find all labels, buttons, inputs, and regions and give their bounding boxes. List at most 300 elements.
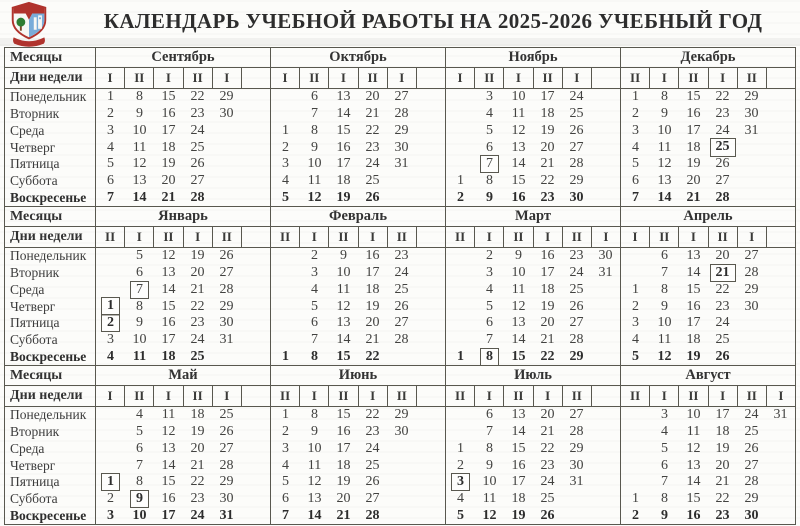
day-label: Воскресенье xyxy=(5,507,96,524)
month-name: Февраль xyxy=(271,207,446,226)
date-cell xyxy=(533,315,562,332)
months-label: Месяцы xyxy=(5,48,96,67)
dates-block xyxy=(271,89,446,106)
date-value: 4 xyxy=(632,331,639,347)
date-cell xyxy=(300,248,329,265)
date-cell xyxy=(154,189,183,206)
date-cell xyxy=(96,139,125,156)
date-value: 18 xyxy=(511,490,526,506)
date-cell xyxy=(387,156,416,173)
months-header-row xyxy=(5,207,795,227)
date-value: 17 xyxy=(540,89,555,105)
date-cell xyxy=(329,106,358,123)
date-value: 19 xyxy=(190,248,205,264)
date-cell xyxy=(271,189,300,206)
date-cell xyxy=(416,298,445,315)
date-cell xyxy=(300,139,329,156)
date-value: 29 xyxy=(219,298,234,314)
date-value: 31 xyxy=(598,265,613,281)
date-cell xyxy=(271,491,300,508)
week-parity-cell: II xyxy=(329,227,358,247)
date-cell xyxy=(212,265,241,282)
date-cell xyxy=(300,106,329,123)
week-parity-cell: I xyxy=(96,386,125,406)
date-cell xyxy=(387,189,416,206)
date-cell xyxy=(591,265,620,282)
date-cell xyxy=(387,491,416,508)
date-cell xyxy=(300,348,329,365)
date-cell xyxy=(183,106,212,123)
date-cell xyxy=(416,348,445,365)
date-value: 8 xyxy=(486,440,493,456)
date-value: 2 xyxy=(457,457,464,473)
date-value: 20 xyxy=(686,172,701,188)
date-cell xyxy=(650,189,679,206)
date-cell xyxy=(125,139,154,156)
dates-block xyxy=(96,315,271,332)
week-parity-cell: II xyxy=(504,227,533,247)
date-value: 29 xyxy=(394,122,409,138)
date-value: 13 xyxy=(511,315,526,331)
week-parity-cell xyxy=(767,227,795,247)
date-value: 4 xyxy=(457,490,464,506)
date-cell xyxy=(621,248,650,265)
date-cell xyxy=(416,189,445,206)
date-value: 5 xyxy=(632,156,639,172)
date-cell xyxy=(154,122,183,139)
dates-block xyxy=(271,189,446,206)
date-cell xyxy=(708,348,737,365)
date-value: 23 xyxy=(365,139,380,155)
date-cell xyxy=(504,424,533,441)
date-cell xyxy=(621,457,650,474)
date-value: 6 xyxy=(311,89,318,105)
dates-block xyxy=(621,348,795,365)
dates-block xyxy=(271,457,446,474)
date-cell xyxy=(446,156,475,173)
date-cell xyxy=(621,474,650,491)
date-value: 6 xyxy=(311,315,318,331)
week-parity-cell: II xyxy=(621,68,650,88)
date-cell xyxy=(650,248,679,265)
date-cell xyxy=(679,189,708,206)
date-value: 10 xyxy=(132,122,147,138)
date-cell xyxy=(329,491,358,508)
date-value: 10 xyxy=(482,474,497,490)
date-value: 13 xyxy=(686,248,701,264)
date-cell xyxy=(766,298,795,315)
holiday-box: 8 xyxy=(480,348,499,366)
date-cell xyxy=(183,298,212,315)
date-value: 17 xyxy=(686,315,701,331)
date-cell xyxy=(271,139,300,156)
date-value: 26 xyxy=(744,440,759,456)
date-cell xyxy=(154,106,183,123)
date-cell xyxy=(183,457,212,474)
date-cell xyxy=(212,281,241,298)
months-label: Месяцы xyxy=(5,366,96,385)
date-value: 14 xyxy=(686,474,701,490)
date-cell xyxy=(300,156,329,173)
date-cell xyxy=(446,139,475,156)
date-value: 11 xyxy=(132,139,147,155)
week-parity-cell xyxy=(242,227,270,247)
date-value: 25 xyxy=(365,457,380,473)
date-cell xyxy=(621,156,650,173)
day-row xyxy=(5,189,795,206)
date-value: 22 xyxy=(190,298,205,314)
date-cell xyxy=(708,440,737,457)
date-cell xyxy=(212,156,241,173)
date-cell xyxy=(96,298,125,315)
date-value: 18 xyxy=(686,139,701,155)
date-value: 24 xyxy=(569,89,584,105)
date-cell xyxy=(387,139,416,156)
holiday-box: 1 xyxy=(101,297,120,315)
date-value: 4 xyxy=(661,424,668,440)
dates-block xyxy=(446,122,621,139)
date-value: 29 xyxy=(744,281,759,297)
date-cell xyxy=(387,507,416,524)
date-cell xyxy=(446,298,475,315)
date-cell xyxy=(387,474,416,491)
date-cell xyxy=(387,298,416,315)
date-value: 23 xyxy=(190,106,205,122)
date-cell xyxy=(416,440,445,457)
date-value: 5 xyxy=(486,122,493,138)
date-value: 3 xyxy=(486,265,493,281)
date-value: 8 xyxy=(136,298,143,314)
date-cell xyxy=(679,424,708,441)
date-cell xyxy=(533,407,562,424)
date-cell xyxy=(183,348,212,365)
date-cell xyxy=(125,457,154,474)
date-value: 21 xyxy=(540,424,555,440)
date-cell xyxy=(533,173,562,190)
date-cell xyxy=(183,173,212,190)
date-cell xyxy=(387,332,416,349)
date-value: 17 xyxy=(161,122,176,138)
week-parity-cell xyxy=(592,386,620,406)
week-parity-cell: I xyxy=(125,227,154,247)
date-cell xyxy=(504,440,533,457)
date-cell xyxy=(708,298,737,315)
date-cell xyxy=(183,332,212,349)
date-value: 21 xyxy=(336,507,351,523)
date-value: 6 xyxy=(136,265,143,281)
date-cell xyxy=(650,173,679,190)
date-cell xyxy=(475,189,504,206)
date-value: 29 xyxy=(744,490,759,506)
date-cell xyxy=(446,189,475,206)
date-cell xyxy=(96,332,125,349)
date-cell xyxy=(329,156,358,173)
date-value: 2 xyxy=(282,139,289,155)
date-value: 16 xyxy=(686,298,701,314)
date-cell xyxy=(562,491,591,508)
date-cell xyxy=(154,348,183,365)
date-cell xyxy=(708,265,737,282)
date-cell xyxy=(416,507,445,524)
date-cell xyxy=(562,507,591,524)
date-value: 12 xyxy=(307,189,322,205)
dates-block xyxy=(96,507,271,524)
date-value: 23 xyxy=(190,315,205,331)
date-value: 12 xyxy=(657,156,672,172)
date-cell xyxy=(504,173,533,190)
date-value: 2 xyxy=(486,248,493,264)
date-value: 7 xyxy=(486,424,493,440)
date-cell xyxy=(96,348,125,365)
weekdays-header-row xyxy=(5,227,795,248)
date-cell xyxy=(504,507,533,524)
date-cell xyxy=(241,332,270,349)
week-parity-cell: I xyxy=(213,386,242,406)
months-label: Месяцы xyxy=(5,207,96,226)
day-label: Вторник xyxy=(5,265,96,282)
dates-block xyxy=(271,474,446,491)
date-cell xyxy=(300,457,329,474)
dates-block xyxy=(621,122,795,139)
date-value: 13 xyxy=(336,89,351,105)
date-value: 14 xyxy=(511,331,526,347)
date-value: 12 xyxy=(307,474,322,490)
day-label: Понедельник xyxy=(5,89,96,106)
date-cell xyxy=(416,122,445,139)
date-cell xyxy=(358,424,387,441)
date-cell xyxy=(533,474,562,491)
date-cell xyxy=(212,440,241,457)
date-cell xyxy=(241,474,270,491)
date-cell xyxy=(679,89,708,106)
date-cell xyxy=(475,407,504,424)
date-value: 18 xyxy=(715,424,730,440)
date-cell xyxy=(300,281,329,298)
date-cell xyxy=(183,424,212,441)
date-value: 20 xyxy=(540,407,555,423)
week-parity-block xyxy=(96,68,271,88)
week-parity-cell: II xyxy=(709,227,738,247)
dates-block xyxy=(621,332,795,349)
date-cell xyxy=(708,173,737,190)
holiday-box: 7 xyxy=(480,155,499,173)
date-cell xyxy=(446,89,475,106)
date-cell xyxy=(446,122,475,139)
date-value: 29 xyxy=(219,474,234,490)
date-cell xyxy=(183,474,212,491)
date-value: 11 xyxy=(307,457,322,473)
week-parity-cell xyxy=(417,68,445,88)
date-value: 15 xyxy=(511,348,526,364)
date-cell xyxy=(183,122,212,139)
date-cell xyxy=(708,457,737,474)
date-cell xyxy=(446,507,475,524)
dates-block xyxy=(446,474,621,491)
date-cell xyxy=(183,315,212,332)
date-cell xyxy=(300,407,329,424)
date-value: 9 xyxy=(340,248,347,264)
date-value: 23 xyxy=(569,248,584,264)
date-value: 13 xyxy=(511,139,526,155)
week-parity-cell: II xyxy=(475,68,504,88)
date-value: 5 xyxy=(107,156,114,172)
date-cell xyxy=(679,122,708,139)
date-cell xyxy=(679,407,708,424)
date-value: 6 xyxy=(107,172,114,188)
date-value: 4 xyxy=(282,172,289,188)
date-cell xyxy=(737,507,766,524)
date-cell xyxy=(591,507,620,524)
date-cell xyxy=(679,106,708,123)
date-value: 14 xyxy=(336,331,351,347)
date-value: 22 xyxy=(190,474,205,490)
dates-block xyxy=(446,424,621,441)
day-label: Суббота xyxy=(5,173,96,190)
date-value: 24 xyxy=(569,265,584,281)
week-parity-cell: II xyxy=(154,227,183,247)
date-value: 18 xyxy=(336,172,351,188)
date-value: 7 xyxy=(486,331,493,347)
dates-block xyxy=(446,106,621,123)
week-parity-cell: I xyxy=(534,386,563,406)
dates-block xyxy=(446,507,621,524)
date-cell xyxy=(766,173,795,190)
date-cell xyxy=(212,173,241,190)
date-cell xyxy=(737,457,766,474)
date-value: 20 xyxy=(365,89,380,105)
date-cell xyxy=(533,298,562,315)
date-value: 20 xyxy=(190,265,205,281)
date-cell xyxy=(212,248,241,265)
date-value: 27 xyxy=(394,315,409,331)
date-cell xyxy=(241,298,270,315)
date-cell xyxy=(329,298,358,315)
dates-block xyxy=(271,139,446,156)
dates-block xyxy=(621,457,795,474)
date-value: 9 xyxy=(311,424,318,440)
date-cell xyxy=(241,348,270,365)
calendar-band-3 xyxy=(5,365,795,524)
date-value: 13 xyxy=(686,457,701,473)
months-header-row xyxy=(5,366,795,386)
dates-block xyxy=(271,122,446,139)
date-value: 19 xyxy=(365,298,380,314)
date-cell xyxy=(562,332,591,349)
dates-block xyxy=(96,122,271,139)
date-value: 24 xyxy=(744,407,759,423)
date-cell xyxy=(241,89,270,106)
date-cell xyxy=(241,106,270,123)
date-value: 20 xyxy=(190,440,205,456)
date-value: 24 xyxy=(715,122,730,138)
date-value: 13 xyxy=(161,440,176,456)
date-value: 25 xyxy=(190,139,205,155)
date-value: 31 xyxy=(569,474,584,490)
date-value: 30 xyxy=(219,315,234,331)
week-parity-cell: I xyxy=(709,386,738,406)
date-value: 1 xyxy=(107,89,114,105)
week-parity-cell: I xyxy=(621,227,650,247)
week-parity-cell: II xyxy=(184,68,213,88)
date-cell xyxy=(358,265,387,282)
date-cell xyxy=(766,189,795,206)
week-parity-cell xyxy=(242,68,270,88)
dates-block xyxy=(621,424,795,441)
date-value: 16 xyxy=(161,315,176,331)
day-label: Пятница xyxy=(5,156,96,173)
week-parity-cell xyxy=(417,386,445,406)
day-label: Четверг xyxy=(5,298,96,315)
date-value: 9 xyxy=(515,248,522,264)
week-parity-cell: II xyxy=(534,68,563,88)
date-value: 16 xyxy=(686,106,701,122)
date-value: 24 xyxy=(190,331,205,347)
date-cell xyxy=(475,265,504,282)
dates-block xyxy=(621,89,795,106)
date-cell xyxy=(96,424,125,441)
day-row xyxy=(5,348,795,365)
date-cell xyxy=(562,440,591,457)
date-cell xyxy=(533,424,562,441)
dates-block xyxy=(621,315,795,332)
month-name: Январь xyxy=(96,207,271,226)
date-value: 1 xyxy=(457,348,464,364)
date-cell xyxy=(650,457,679,474)
date-value: 18 xyxy=(161,348,176,364)
date-cell xyxy=(708,89,737,106)
date-value: 4 xyxy=(486,281,493,297)
date-value: 10 xyxy=(307,440,322,456)
date-cell xyxy=(125,491,154,508)
date-value: 30 xyxy=(569,189,584,205)
date-cell xyxy=(737,281,766,298)
date-cell xyxy=(125,156,154,173)
date-cell xyxy=(416,139,445,156)
dates-block xyxy=(96,440,271,457)
dates-block xyxy=(271,315,446,332)
date-cell xyxy=(154,491,183,508)
date-cell xyxy=(650,315,679,332)
date-value: 29 xyxy=(394,407,409,423)
weekdays-label: Дни недели xyxy=(5,227,96,247)
date-value: 12 xyxy=(336,298,351,314)
week-parity-cell: I xyxy=(96,68,125,88)
date-cell xyxy=(96,248,125,265)
date-value: 7 xyxy=(282,507,289,523)
dates-block xyxy=(446,265,621,282)
day-row xyxy=(5,139,795,156)
date-cell xyxy=(446,491,475,508)
date-cell xyxy=(621,106,650,123)
date-value: 25 xyxy=(569,281,584,297)
date-cell xyxy=(475,457,504,474)
date-cell xyxy=(504,474,533,491)
week-parity-cell: II xyxy=(738,386,767,406)
date-cell xyxy=(562,424,591,441)
date-cell xyxy=(125,298,154,315)
dates-block xyxy=(96,457,271,474)
date-value: 21 xyxy=(161,189,176,205)
date-value: 4 xyxy=(107,139,114,155)
date-cell xyxy=(679,491,708,508)
date-cell xyxy=(416,265,445,282)
date-cell xyxy=(241,122,270,139)
holiday-box: 25 xyxy=(710,138,736,156)
date-cell xyxy=(125,281,154,298)
date-cell xyxy=(650,265,679,282)
calendar-band-1 xyxy=(5,47,795,206)
dates-block xyxy=(621,491,795,508)
